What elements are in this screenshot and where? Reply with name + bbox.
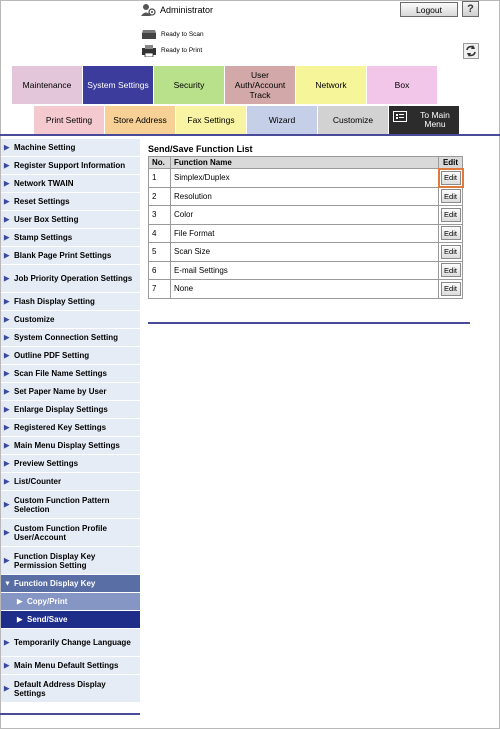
menu-scan-file-name-settings[interactable]: ▶ Scan File Name Settings	[1, 365, 140, 383]
triangle-right-icon: ▶	[4, 639, 10, 646]
admin-user	[141, 2, 213, 18]
tab-security[interactable]: Security	[154, 66, 225, 104]
menu-default-address-display-settings[interactable]: ▶ Default Address Display Settings	[1, 675, 140, 703]
subtab-fax-settings[interactable]: Fax Settings	[176, 106, 247, 134]
row-function-name: Resolution	[171, 187, 439, 206]
menu-blank-page-print-settings[interactable]: ▶ Blank Page Print Settings	[1, 247, 140, 265]
edit-button[interactable]: Edit	[441, 208, 461, 222]
triangle-right-icon: ▶	[4, 478, 10, 485]
triangle-right-icon: ▶	[17, 598, 23, 605]
menu-system-connection-setting[interactable]: ▶ System Connection Setting	[1, 329, 140, 347]
menu-set-paper-name-by-user[interactable]: ▶ Set Paper Name by User	[1, 383, 140, 401]
tab-user-auth-account-track[interactable]: User Auth/Account Track	[225, 66, 296, 104]
col-header-edit: Edit	[439, 157, 463, 169]
row-function-name: None	[171, 280, 439, 299]
triangle-right-icon: ▶	[4, 180, 10, 187]
subtab-wizard[interactable]: Wizard	[247, 106, 318, 134]
subtab-print-setting[interactable]: Print Setting	[34, 106, 105, 134]
triangle-right-icon: ▶	[4, 234, 10, 241]
menu-outline-pdf-setting[interactable]: ▶ Outline PDF Setting	[1, 347, 140, 365]
page-title: Send/Save Function List	[148, 144, 253, 154]
triangle-right-icon: ▶	[4, 144, 10, 151]
edit-button[interactable]: Edit	[441, 189, 461, 203]
triangle-right-icon: ▶	[4, 216, 10, 223]
triangle-right-icon: ▶	[4, 316, 10, 323]
menu-function-display-key-permission-setting[interactable]: ▶ Function Display Key Permission Setting	[1, 547, 140, 575]
row-no: 3	[149, 206, 171, 225]
left-menu	[1, 139, 140, 703]
triangle-right-icon: ▶	[4, 529, 10, 536]
menu-temporarily-change-language[interactable]: ▶ Temporarily Change Language	[1, 629, 140, 657]
edit-button[interactable]: Edit	[441, 226, 461, 240]
row-no: 4	[149, 224, 171, 243]
table-row	[149, 243, 463, 262]
row-function-name: Simplex/Duplex	[171, 169, 439, 188]
triangle-right-icon: ▶	[4, 442, 10, 449]
tab-system-settings[interactable]: System Settings	[83, 66, 154, 104]
menu-machine-setting[interactable]: ▶ Machine Setting	[1, 139, 140, 157]
edit-button[interactable]: Edit	[441, 263, 461, 277]
scanner-status	[141, 27, 204, 41]
administrator-label: Administrator	[160, 5, 214, 15]
menu-custom-function-pattern-selection[interactable]: ▶ Custom Function Pattern Selection	[1, 491, 140, 519]
row-function-name: E-mail Settings	[171, 261, 439, 280]
menu-user-box-setting[interactable]: ▶ User Box Setting	[1, 211, 140, 229]
menu-bottom-divider	[0, 713, 140, 715]
table-row	[149, 187, 463, 206]
table-row	[149, 206, 463, 225]
row-no: 5	[149, 243, 171, 262]
triangle-right-icon: ▶	[4, 662, 10, 669]
triangle-right-icon: ▶	[4, 557, 10, 564]
help-button[interactable]: ?	[462, 1, 479, 17]
row-function-name: File Format	[171, 224, 439, 243]
triangle-right-icon: ▶	[4, 388, 10, 395]
menu-register-support-information[interactable]: ▶ Register Support Information	[1, 157, 140, 175]
menu-list-counter[interactable]: ▶ List/Counter	[1, 473, 140, 491]
logout-button[interactable]: Logout	[400, 2, 458, 17]
function-list-table	[148, 156, 463, 299]
menu-main-menu-default-settings[interactable]: ▶ Main Menu Default Settings	[1, 657, 140, 675]
row-no: 1	[149, 169, 171, 188]
triangle-right-icon: ▶	[4, 501, 10, 508]
menu-job-priority-operation-settings[interactable]: ▶ Job Priority Operation Settings	[1, 265, 140, 293]
triangle-right-icon: ▶	[4, 424, 10, 431]
triangle-right-icon: ▶	[4, 298, 10, 305]
triangle-right-icon: ▶	[4, 406, 10, 413]
main-menu-icon	[393, 111, 407, 122]
menu-function-display-key[interactable]: ▼ Function Display Key	[1, 575, 140, 593]
edit-button[interactable]: Edit	[441, 171, 461, 185]
table-row	[149, 169, 463, 188]
scanner-icon	[141, 29, 157, 40]
triangle-right-icon: ▶	[4, 275, 10, 282]
row-no: 2	[149, 187, 171, 206]
tab-box[interactable]: Box	[367, 66, 438, 104]
triangle-right-icon: ▶	[4, 685, 10, 692]
subtab-to-main-menu[interactable]	[389, 106, 460, 134]
col-header-no: No.	[149, 157, 171, 169]
menu-send-save[interactable]: ▶ Send/Save	[1, 611, 140, 629]
scan-status-text: Ready to Scan	[161, 30, 204, 38]
printer-status	[141, 43, 202, 57]
triangle-right-icon: ▶	[4, 252, 10, 259]
menu-preview-settings[interactable]: ▶ Preview Settings	[1, 455, 140, 473]
main-tabs	[12, 66, 438, 104]
row-function-name: Scan Size	[171, 243, 439, 262]
triangle-right-icon: ▶	[17, 616, 23, 623]
row-no: 7	[149, 280, 171, 299]
menu-custom-function-profile-user-account[interactable]: ▶ Custom Function Profile User/Account	[1, 519, 140, 547]
edit-button[interactable]: Edit	[441, 245, 461, 259]
menu-main-menu-display-settings[interactable]: ▶ Main Menu Display Settings	[1, 437, 140, 455]
menu-enlarge-display-settings[interactable]: ▶ Enlarge Display Settings	[1, 401, 140, 419]
header-divider	[0, 134, 500, 136]
table-row	[149, 224, 463, 243]
menu-reset-settings[interactable]: ▶ Reset Settings	[1, 193, 140, 211]
triangle-right-icon: ▶	[4, 352, 10, 359]
triangle-right-icon: ▶	[4, 334, 10, 341]
subtab-store-address[interactable]: Store Address	[105, 106, 176, 134]
triangle-down-icon: ▼	[4, 580, 11, 587]
row-no: 6	[149, 261, 171, 280]
print-status-text: Ready to Print	[161, 46, 203, 54]
menu-copy-print[interactable]: ▶ Copy/Print	[1, 593, 140, 611]
refresh-icon[interactable]	[463, 43, 479, 59]
subtab-customize[interactable]: Customize	[318, 106, 389, 134]
triangle-right-icon: ▶	[4, 460, 10, 467]
row-function-name: Color	[171, 206, 439, 225]
menu-registered-key-settings[interactable]: ▶ Registered Key Settings	[1, 419, 140, 437]
to-main-menu-label: To Main Menu	[420, 110, 450, 129]
tab-maintenance[interactable]: Maintenance	[12, 66, 83, 104]
table-row	[149, 261, 463, 280]
col-header-function-name: Function Name	[171, 157, 439, 169]
table-row	[149, 280, 463, 299]
printer-icon	[141, 44, 157, 57]
administrator-icon	[141, 3, 156, 17]
triangle-right-icon: ▶	[4, 198, 10, 205]
tab-network[interactable]: Network	[296, 66, 367, 104]
triangle-right-icon: ▶	[4, 162, 10, 169]
content-divider	[148, 322, 470, 324]
table-header-row	[149, 157, 463, 169]
menu-stamp-settings[interactable]: ▶ Stamp Settings	[1, 229, 140, 247]
edit-button[interactable]: Edit	[441, 282, 461, 296]
sub-tabs	[34, 106, 460, 134]
menu-flash-display-setting[interactable]: ▶ Flash Display Setting	[1, 293, 140, 311]
menu-customize[interactable]: ▶ Customize	[1, 311, 140, 329]
triangle-right-icon: ▶	[4, 370, 10, 377]
menu-network-twain[interactable]: ▶ Network TWAIN	[1, 175, 140, 193]
